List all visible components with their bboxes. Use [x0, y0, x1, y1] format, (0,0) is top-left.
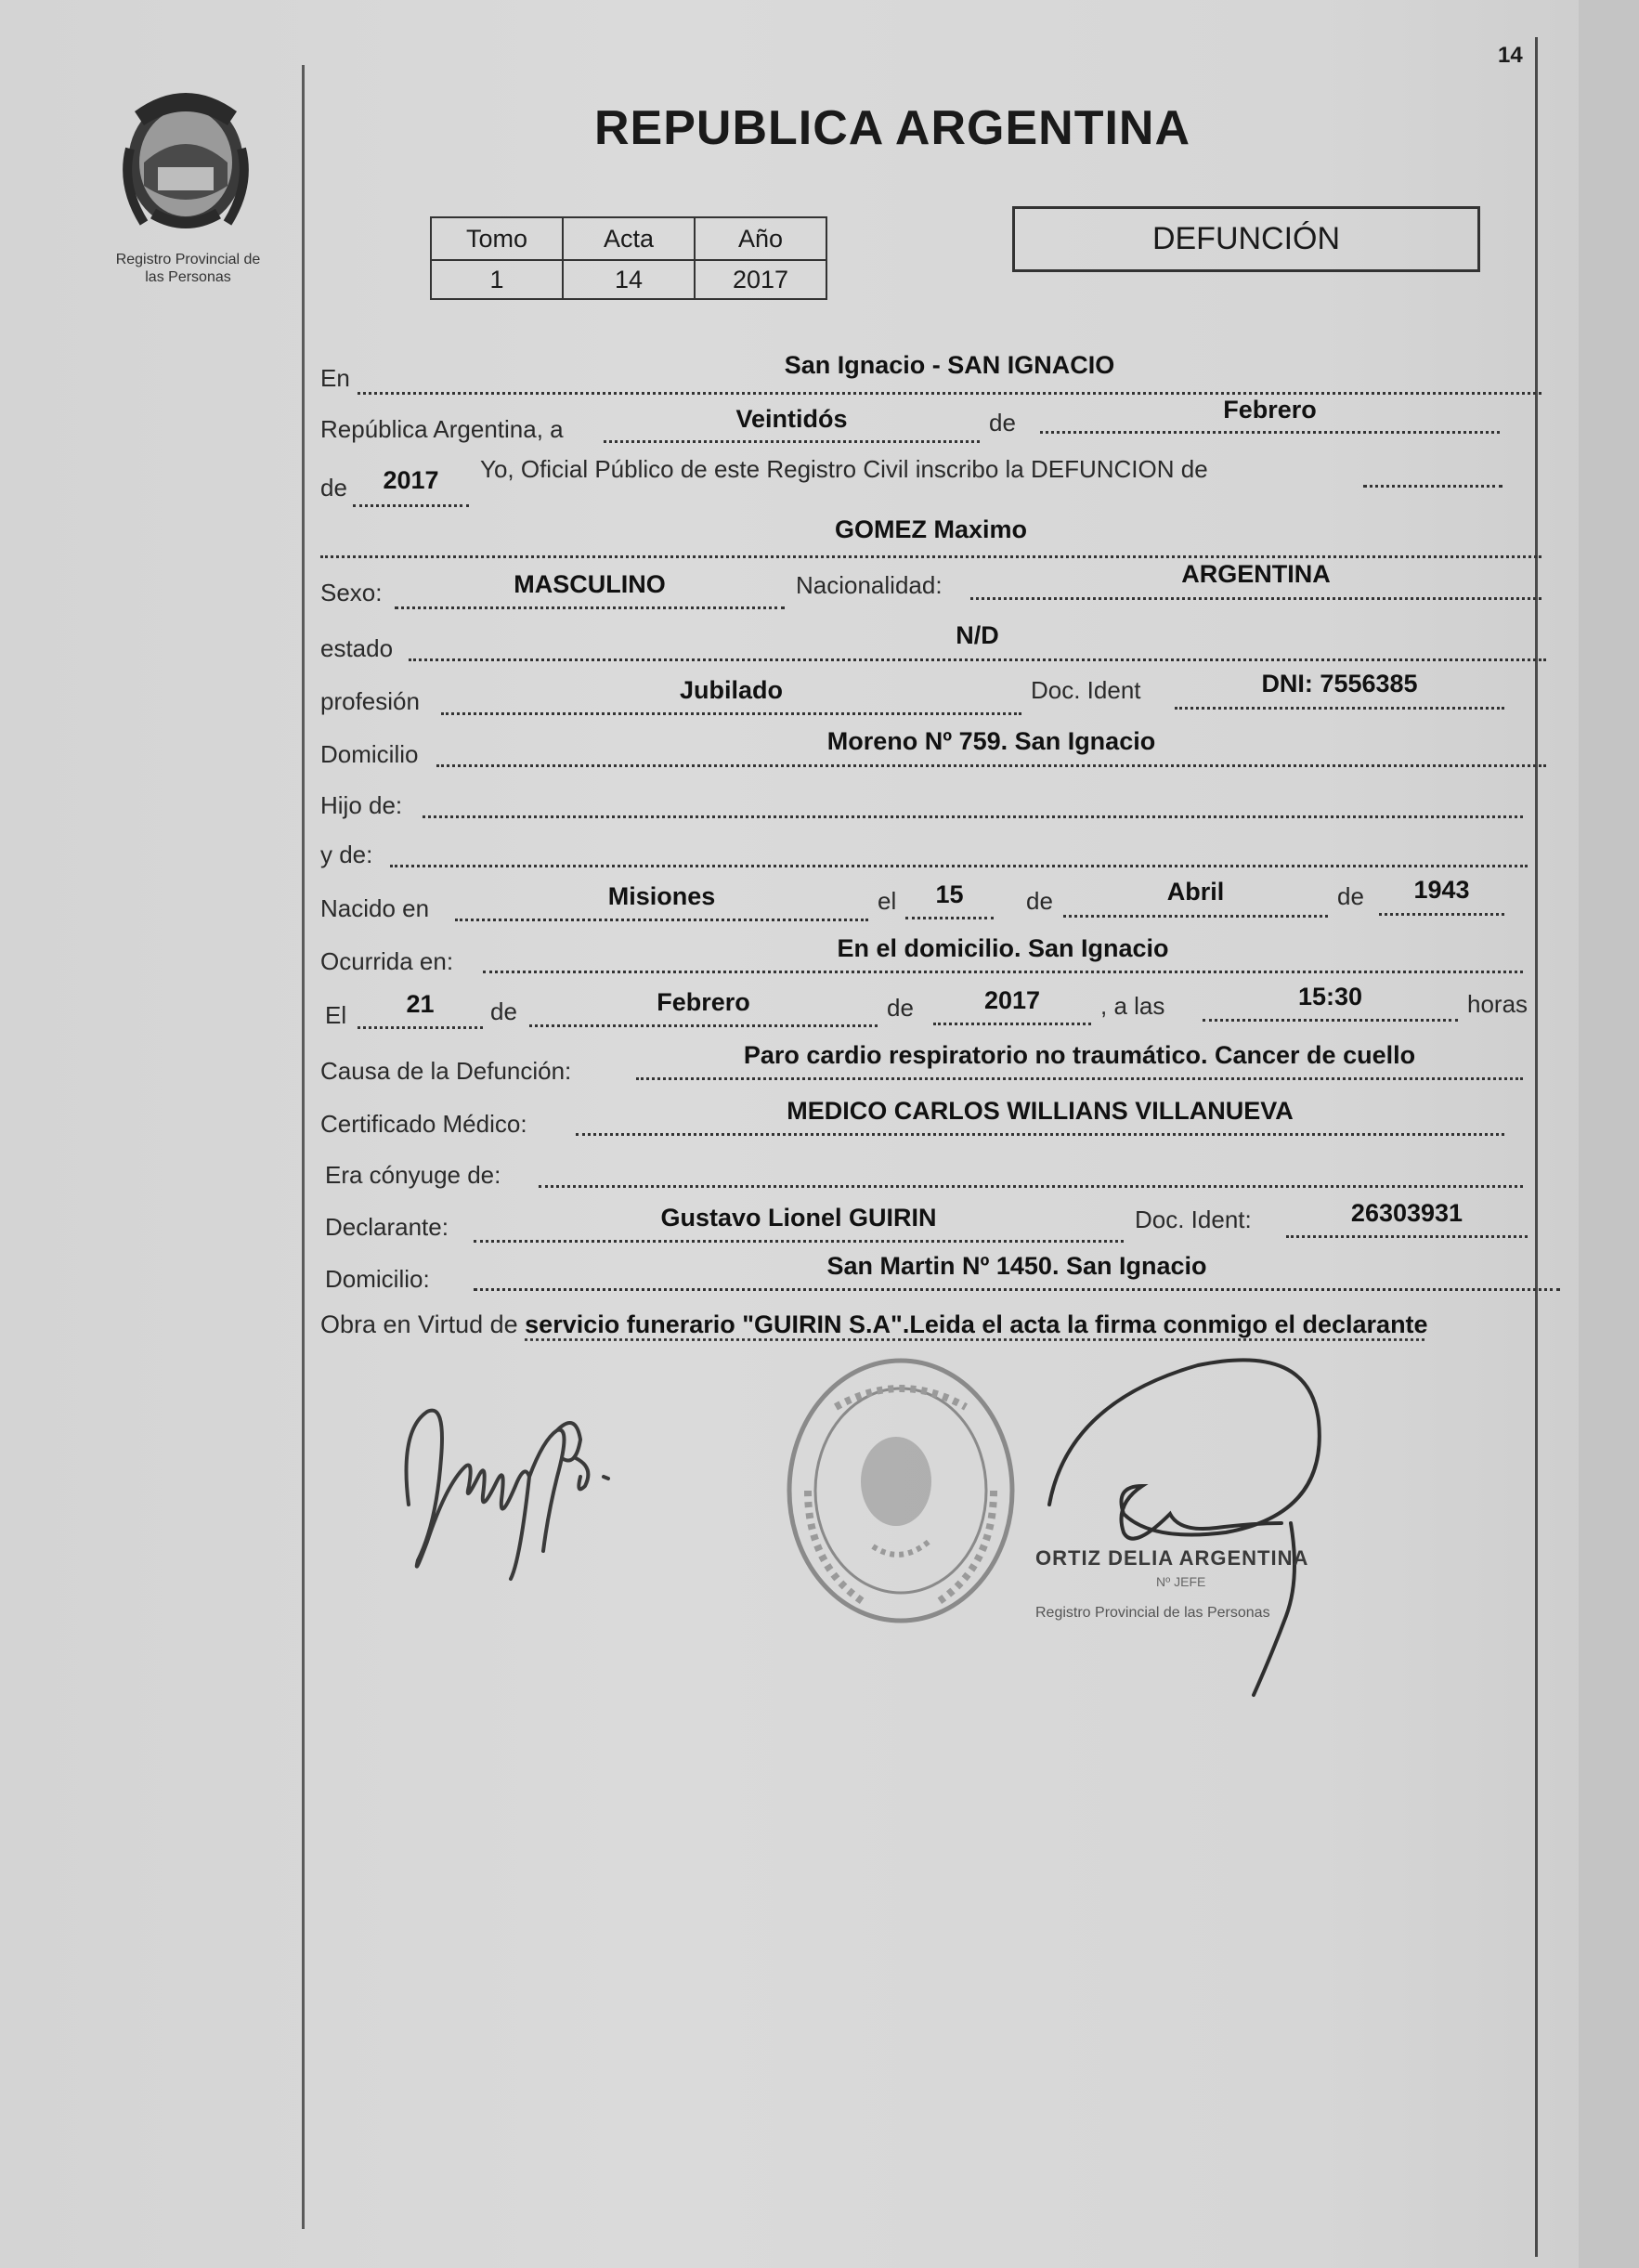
- record-header-anio: Año: [695, 217, 826, 260]
- record-type-box: DEFUNCIÓN: [1012, 206, 1480, 272]
- inscribo-text: Yo, Oficial Público de este Registro Civil inscribo la DEFUNCION de: [480, 455, 1208, 483]
- death-year-field: 2017: [933, 981, 1091, 1025]
- causa-label: Causa de la Defunción:: [320, 1057, 572, 1085]
- death-time-field: 15:30: [1203, 977, 1458, 1022]
- official-office: Registro Provincial de las Personas: [1035, 1605, 1270, 1621]
- birth-day-field: 15: [905, 875, 994, 919]
- profesion-label: profesión: [320, 687, 420, 715]
- record-header-acta: Acta: [563, 217, 695, 260]
- nationality-field: ARGENTINA: [970, 555, 1541, 600]
- yde-label: y de:: [320, 841, 373, 868]
- death-day-field: 21: [358, 984, 483, 1029]
- nacionalidad-label: Nacionalidad:: [796, 571, 943, 599]
- place-field: San Ignacio - SAN IGNACIO: [358, 345, 1541, 395]
- father-field: [423, 780, 1523, 818]
- de-label-3: de: [1026, 887, 1053, 915]
- death-month-field: Febrero: [529, 983, 878, 1027]
- page-number: 14: [1498, 43, 1523, 68]
- month-field: Febrero: [1040, 392, 1500, 434]
- horas-label: horas: [1467, 990, 1528, 1018]
- el-label: el: [878, 887, 897, 915]
- de-label-1: de: [989, 409, 1016, 437]
- record-value-anio: 2017: [695, 260, 826, 299]
- cause-of-death-field: Paro cardio respiratorio no traumático. Cancer de cuello: [636, 1036, 1523, 1080]
- birth-month-field: Abril: [1063, 873, 1328, 918]
- hijo-label: Hijo de:: [320, 791, 403, 819]
- inscribo-blank: [1363, 455, 1502, 488]
- record-table: [430, 216, 827, 300]
- obra-field: servicio funerario "GUIRIN S.A".Leida el acta la firma conmigo el declarante: [525, 1310, 1428, 1338]
- provincial-emblem-icon: [116, 74, 255, 232]
- republica-label: República Argentina, a: [320, 415, 564, 443]
- death-place-field: En el domicilio. San Ignacio: [483, 929, 1523, 973]
- year-field: 2017: [353, 460, 469, 507]
- doc-ident-label-2: Doc. Ident:: [1135, 1206, 1252, 1233]
- birthplace-field: Misiones: [455, 877, 868, 921]
- deceased-name-field: GOMEZ Maximo: [320, 509, 1541, 558]
- day-field: Veintidós: [604, 401, 980, 443]
- conyuge-label: Era cónyuge de:: [325, 1161, 501, 1189]
- document-title: REPUBLICA ARGENTINA: [594, 101, 1191, 155]
- certificado-label: Certificado Médico:: [320, 1110, 527, 1138]
- civil-status-field: N/D: [409, 617, 1546, 661]
- de-label-6: de: [887, 994, 914, 1022]
- nacido-label: Nacido en: [320, 894, 430, 922]
- domicilio-label-2: Domicilio:: [325, 1265, 430, 1293]
- sex-field: MASCULINO: [395, 565, 785, 609]
- profession-field: Jubilado: [441, 671, 1021, 715]
- ocurrida-label: Ocurrida en:: [320, 947, 454, 975]
- registry-label-line1: Registro Provincial de: [115, 252, 261, 267]
- declarante-label: Declarante:: [325, 1213, 449, 1241]
- record-value-row: [431, 260, 826, 299]
- obra-label: Obra en Virtud de: [320, 1310, 518, 1338]
- mother-field: [390, 829, 1528, 867]
- registry-label-line2: las Personas: [145, 269, 231, 285]
- declarant-field: Gustavo Lionel GUIRIN: [474, 1198, 1124, 1243]
- obra-paragraph: [320, 1308, 1565, 1341]
- official-signature-icon: [1012, 1347, 1346, 1700]
- de-label-4: de: [1337, 882, 1364, 910]
- estado-label: estado: [320, 634, 394, 662]
- el-label-2: El: [325, 1001, 347, 1029]
- de-label-2: de: [320, 474, 347, 502]
- medical-certificate-field: MEDICO CARLOS WILLIANS VILLANUEVA: [576, 1091, 1504, 1136]
- en-label: En: [320, 364, 350, 392]
- page-edge: [1579, 0, 1639, 2268]
- birth-year-field: 1943: [1379, 871, 1504, 916]
- domicilio-label: Domicilio: [320, 740, 419, 768]
- record-value-tomo: 1: [431, 260, 563, 299]
- official-stamp-icon: [780, 1351, 1021, 1630]
- declarant-address-field: San Martin Nº 1450. San Ignacio: [474, 1246, 1560, 1291]
- sexo-label: Sexo:: [320, 579, 383, 606]
- de-label-5: de: [490, 997, 517, 1025]
- document-id-field: DNI: 7556385: [1175, 665, 1504, 710]
- declarant-id-field: 26303931: [1286, 1193, 1528, 1238]
- address-field: Moreno Nº 759. San Ignacio: [436, 723, 1546, 767]
- record-header-tomo: Tomo: [431, 217, 563, 260]
- record-header-row: [431, 217, 826, 260]
- left-margin-line: [302, 65, 305, 2229]
- record-value-acta: 14: [563, 260, 695, 299]
- official-role: Nº JEFE: [1156, 1574, 1206, 1589]
- a-las-label: , a las: [1100, 992, 1165, 1020]
- spouse-field: [539, 1148, 1523, 1188]
- declarant-signature-icon: [390, 1375, 669, 1588]
- registry-label: [84, 251, 293, 286]
- doc-ident-label: Doc. Ident: [1031, 676, 1141, 704]
- official-name: ORTIZ DELIA ARGENTINA: [1035, 1546, 1309, 1570]
